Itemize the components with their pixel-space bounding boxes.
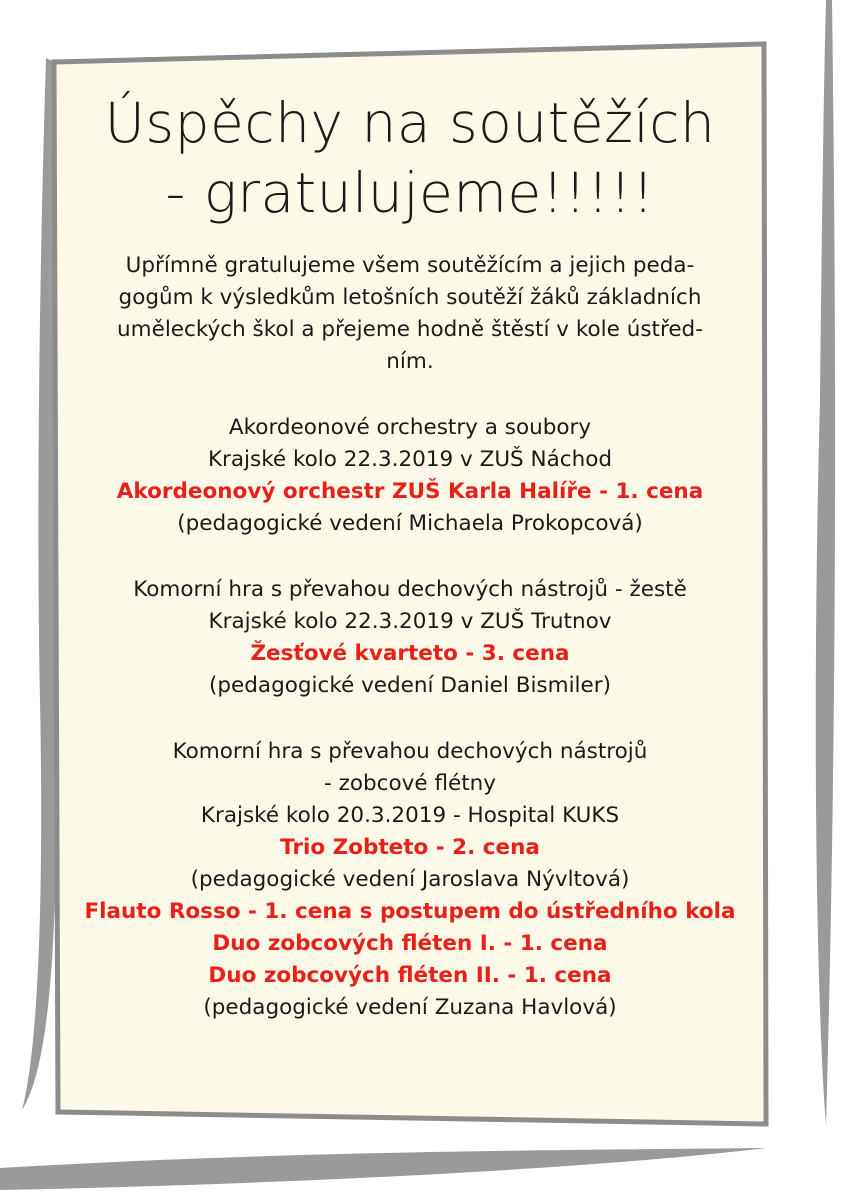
title-line-2: - gratulujeme!!!!!: [165, 161, 655, 225]
round-label: Krajské kolo 22.3.2019 v ZUŠ Trutnov: [208, 609, 612, 634]
category-label: Komorní hra s převahou dechových nástrojů: [172, 739, 648, 764]
prize-label: Akordeonový orchestr ZUŠ Karla Halíře - 1. cena: [116, 479, 704, 504]
category-label: Akordeonové orchestry a soubory: [228, 415, 592, 440]
teacher-label: (pedagogické vedení Daniel Bismiler): [209, 673, 611, 698]
intro-line: uměleckých škol a přejeme hodně štěstí v kole ústřed-: [117, 317, 703, 342]
category-label: Komorní hra s převahou dechových nástrojů - žestě: [133, 577, 687, 602]
prize-label: Flauto Rosso - 1. cena s postupem do ústředního kola: [84, 899, 736, 924]
intro-paragraph: [62, 250, 758, 378]
intro-line: ním.: [386, 349, 434, 374]
category-label: - zobcové flétny: [324, 771, 496, 796]
bottom-curl-shape: [0, 1148, 766, 1190]
page-title: [54, 88, 766, 228]
round-label: Krajské kolo 22.3.2019 v ZUŠ Náchod: [207, 447, 613, 472]
prize-label: Trio Zobteto - 2. cena: [280, 835, 540, 860]
teacher-label: (pedagogické vedení Michaela Prokopcová): [177, 511, 643, 536]
section-brass: [54, 574, 766, 702]
left-curl-shape: [22, 58, 56, 1110]
prize-label: Duo zobcových fléten II. - 1. cena: [208, 963, 612, 988]
prize-label: Duo zobcových fléten I. - 1. cena: [212, 931, 608, 956]
section-accordion: [54, 412, 766, 540]
teacher-label: (pedagogické vedení Jaroslava Nývltová): [190, 867, 630, 892]
section-recorders: [54, 736, 766, 1024]
teacher-label: (pedagogické vedení Zuzana Havlová): [203, 995, 617, 1020]
intro-line: Upřímně gratulujeme všem soutěžícím a jejich peda-: [125, 253, 695, 278]
prize-label: Žesťové kvarteto - 3. cena: [250, 641, 570, 666]
poster-content: [54, 50, 766, 1125]
title-line-1: Úspěchy na soutěžích: [104, 91, 716, 155]
round-label: Krajské kolo 20.3.2019 - Hospital KUKS: [200, 803, 620, 828]
right-curl-shape: [816, 0, 835, 1125]
intro-line: gogům k výsledkům letošních soutěží žáků základních: [118, 285, 702, 310]
